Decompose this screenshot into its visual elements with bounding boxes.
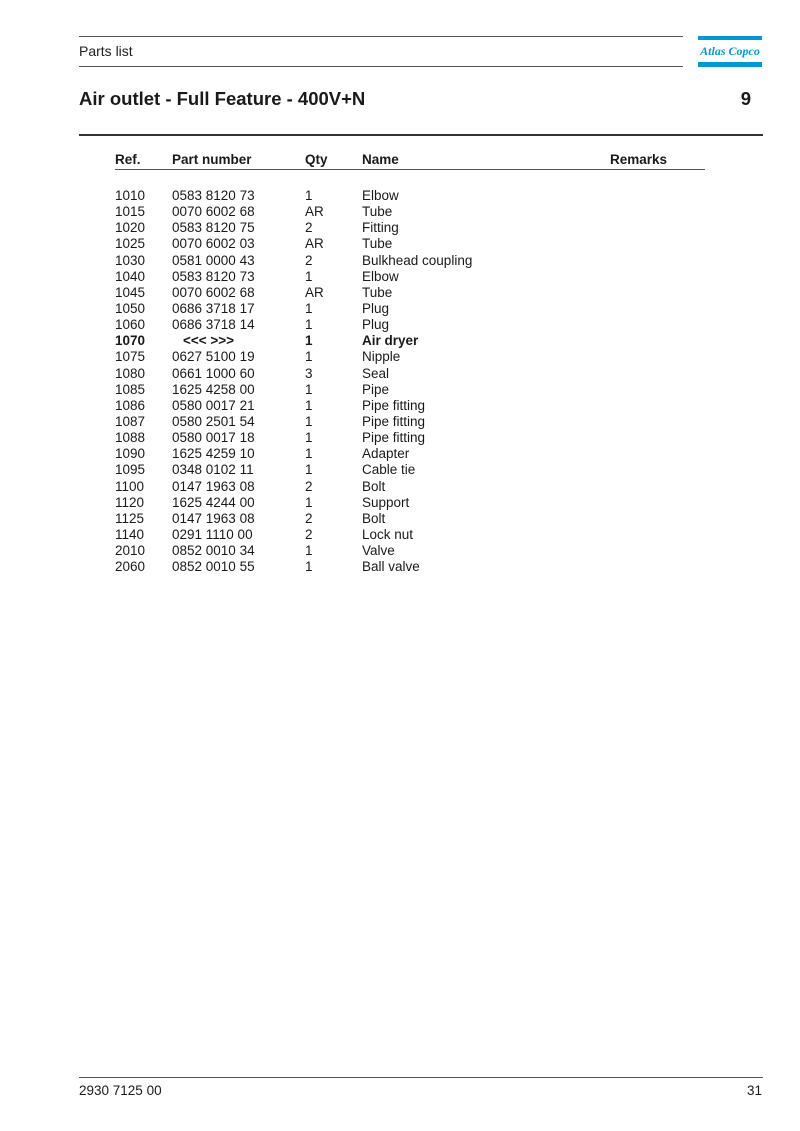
cell-part-number: 0580 0017 18 <box>172 430 255 446</box>
cell-name: Lock nut <box>362 526 414 542</box>
cell-name: Cable tie <box>362 462 416 478</box>
cell-part-number: 0070 6002 68 <box>172 204 255 220</box>
cell-qty: 2 <box>305 510 313 526</box>
cell-name: Fitting <box>362 220 399 236</box>
cell-name: Seal <box>362 365 390 381</box>
cell-ref: 1025 <box>115 236 146 252</box>
cell-ref: 1125 <box>115 510 145 526</box>
cell-qty: 1 <box>305 559 313 575</box>
cell-name: Bolt <box>362 510 386 526</box>
cell-qty: 1 <box>305 446 313 462</box>
header-rule-bottom <box>79 66 683 67</box>
cell-ref: 1045 <box>115 284 146 300</box>
cell-name: Tube <box>362 284 393 300</box>
cell-ref: 1075 <box>115 349 146 365</box>
cell-part-number: 0070 6002 68 <box>172 284 255 300</box>
cell-name: Pipe fitting <box>362 413 426 429</box>
cell-part-number: 0580 2501 54 <box>172 413 255 429</box>
cell-part-number: <<< >>> <box>183 333 235 349</box>
cell-part-number: 0583 8120 73 <box>172 188 255 203</box>
table-row <box>0 446 800 462</box>
cell-part-number: 1625 4244 00 <box>172 494 255 510</box>
cell-part-number: 1625 4259 10 <box>172 446 255 462</box>
cell-qty: 1 <box>305 349 313 365</box>
cell-name: Tube <box>362 204 393 220</box>
cell-name: Pipe <box>362 381 390 397</box>
cell-ref: 1085 <box>115 381 146 397</box>
cell-part-number: 0070 6002 03 <box>172 236 255 252</box>
table-row <box>0 479 800 495</box>
cell-ref: 2060 <box>115 559 146 575</box>
column-header-name: Name <box>362 152 399 167</box>
cell-qty: AR <box>305 204 324 220</box>
cell-qty: AR <box>305 284 324 300</box>
cell-part-number: 0147 1963 08 <box>172 510 255 526</box>
column-header-part-number: Part number <box>172 152 252 167</box>
column-header-remarks: Remarks <box>610 152 668 167</box>
cell-qty: 1 <box>305 397 313 413</box>
table-row <box>0 317 800 333</box>
table-row <box>0 269 800 285</box>
table-row <box>0 285 800 301</box>
cell-part-number: 0583 8120 75 <box>172 220 255 236</box>
cell-qty: 1 <box>305 188 313 203</box>
table-row <box>0 495 800 511</box>
cell-qty: 1 <box>305 462 313 478</box>
cell-part-number: 0852 0010 55 <box>172 559 255 575</box>
parts-table-body <box>0 188 800 575</box>
cell-qty: 1 <box>305 268 313 284</box>
cell-ref: 1060 <box>115 317 146 333</box>
table-row <box>0 430 800 446</box>
cell-qty: 1 <box>305 381 313 397</box>
section-number: 9 <box>740 88 751 109</box>
cell-part-number: 0686 3718 17 <box>172 300 255 316</box>
table-header-rule <box>115 169 705 170</box>
cell-name: Elbow <box>362 268 399 284</box>
cell-qty: AR <box>305 236 324 252</box>
cell-part-number: 0661 1000 60 <box>172 365 255 381</box>
table-row <box>0 188 800 204</box>
cell-name: Adapter <box>362 446 410 462</box>
cell-part-number: 0147 1963 08 <box>172 478 255 494</box>
title-divider <box>79 134 763 136</box>
cell-ref: 1090 <box>115 446 146 462</box>
cell-ref: 1086 <box>115 397 146 413</box>
table-row <box>0 462 800 478</box>
cell-name: Bolt <box>362 478 386 494</box>
cell-name: Pipe fitting <box>362 397 426 413</box>
table-header <box>0 152 800 170</box>
document-number: 2930 7125 00 <box>79 1083 162 1098</box>
cell-ref: 1080 <box>115 365 146 381</box>
cell-ref: 1050 <box>115 300 146 316</box>
table-row <box>0 333 800 349</box>
cell-qty: 2 <box>305 478 313 494</box>
cell-qty: 2 <box>305 526 313 542</box>
cell-ref: 1010 <box>115 188 146 203</box>
cell-ref: 1087 <box>115 413 146 429</box>
cell-qty: 1 <box>305 430 313 446</box>
footer-rule <box>79 1077 763 1078</box>
cell-part-number: 0627 5100 19 <box>172 349 255 365</box>
cell-name: Elbow <box>362 188 399 203</box>
cell-name: Valve <box>362 543 395 559</box>
cell-ref: 1100 <box>115 478 145 494</box>
cell-ref: 1030 <box>115 252 146 268</box>
table-row <box>0 559 800 575</box>
cell-ref: 1120 <box>115 494 145 510</box>
column-header-qty: Qty <box>305 152 328 167</box>
cell-part-number: 0852 0010 34 <box>172 543 255 559</box>
cell-ref: 1015 <box>115 204 146 220</box>
cell-ref: 1040 <box>115 268 146 284</box>
page-title: Air outlet - Full Feature - 400V+N <box>79 88 366 109</box>
table-row <box>0 382 800 398</box>
table-row <box>0 414 800 430</box>
cell-name: Ball valve <box>362 559 420 575</box>
cell-part-number: 0583 8120 73 <box>172 268 255 284</box>
cell-qty: 1 <box>305 494 313 510</box>
cell-part-number: 0348 0102 11 <box>172 462 254 478</box>
cell-qty: 2 <box>305 252 313 268</box>
cell-part-number: 0580 0017 21 <box>172 397 255 413</box>
cell-name: Nipple <box>362 349 401 365</box>
cell-name: Bulkhead coupling <box>362 252 473 268</box>
table-row <box>0 398 800 414</box>
cell-part-number: 0291 1110 00 <box>172 526 253 542</box>
cell-qty: 1 <box>305 413 313 429</box>
cell-qty: 1 <box>305 317 313 333</box>
cell-part-number: 0686 3718 14 <box>172 317 255 333</box>
cell-name: Pipe fitting <box>362 430 426 446</box>
cell-qty: 1 <box>305 300 313 316</box>
cell-qty: 3 <box>305 365 313 381</box>
page-number: 31 <box>746 1083 762 1098</box>
table-row <box>0 543 800 559</box>
cell-name: Tube <box>362 236 393 252</box>
table-row <box>0 349 800 365</box>
table-row <box>0 253 800 269</box>
cell-ref: 2010 <box>115 543 146 559</box>
cell-name: Support <box>362 494 410 510</box>
table-row <box>0 366 800 382</box>
cell-name: Air dryer <box>362 333 419 349</box>
atlas-copco-logo <box>698 36 762 67</box>
cell-ref: 1088 <box>115 430 146 446</box>
table-row <box>0 220 800 236</box>
column-header-ref: Ref. <box>115 152 141 167</box>
header-label: Parts list <box>79 43 133 59</box>
cell-ref: 1020 <box>115 220 146 236</box>
cell-qty: 2 <box>305 220 313 236</box>
table-row <box>0 511 800 527</box>
table-row <box>0 527 800 543</box>
cell-name: Plug <box>362 300 390 316</box>
cell-ref: 1070 <box>115 333 146 349</box>
cell-name: Plug <box>362 317 390 333</box>
cell-part-number: 1625 4258 00 <box>172 381 255 397</box>
header-rule-top <box>79 36 683 37</box>
table-row <box>0 204 800 220</box>
table-row <box>0 236 800 252</box>
svg-text:Atlas Copco: Atlas Copco <box>700 44 760 58</box>
cell-part-number: 0581 0000 43 <box>172 252 255 268</box>
cell-qty: 1 <box>305 543 313 559</box>
cell-ref: 1095 <box>115 462 146 478</box>
table-row <box>0 301 800 317</box>
cell-ref: 1140 <box>115 526 145 542</box>
cell-qty: 1 <box>305 333 313 349</box>
